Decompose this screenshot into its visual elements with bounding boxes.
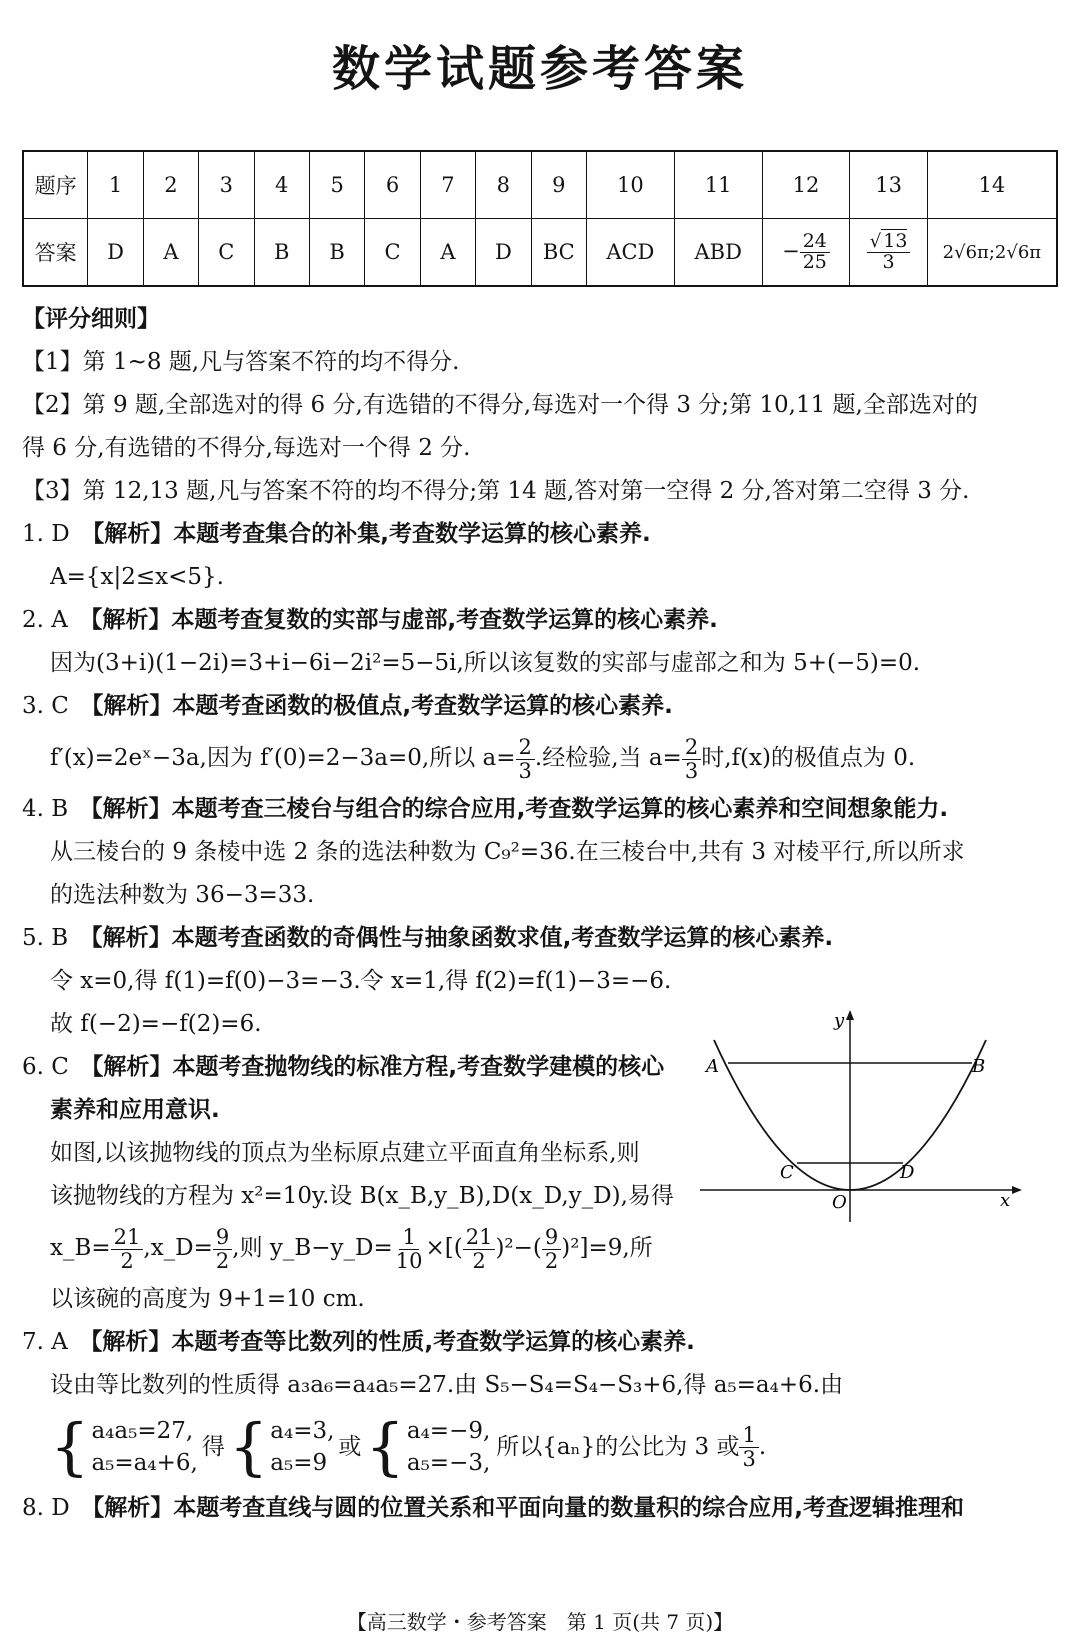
text: )²−( [495,1235,542,1261]
question-number: 3 [199,151,254,219]
q3-heading [22,685,1062,728]
numerator: 21 [111,1226,144,1249]
text: .经检验,当 a= [534,745,682,771]
rule-2-line-1: 【2】第 9 题,全部选对的得 6 分,有选错的不得分,每选对一个得 3 分;第 10,11 题,全部选对的 [22,392,978,418]
numerator: 1 [739,1424,758,1447]
question-number: 6 [365,151,420,219]
question-number: 7 [420,151,475,219]
equation: a₄=−9, [406,1418,491,1444]
q6-line-3: 以该碗的高度为 9+1=10 cm. [50,1286,365,1312]
text: 或 [338,1433,362,1460]
answer-cell: ABD [674,219,762,287]
text: x_B= [50,1235,111,1261]
rules-header: 【评分细则】 [22,306,160,332]
answer-cell: C [199,219,254,287]
row-label-answer: 答案 [23,219,88,287]
question-number: 12 [762,151,850,219]
rule-3: 【3】第 12,13 题,凡与答案不符的均不得分;第 14 题,答对第一空得 2 分,答对第二空得 3 分. [22,478,970,504]
text: ×[( [425,1235,463,1261]
denominator: 10 [395,1248,423,1273]
analysis-tag: 【解析】本题考查复数的实部与虚部,考查数学运算的核心素养. [90,607,718,633]
fraction [682,736,701,781]
fraction [867,229,911,273]
x-axis-arrow-icon [1012,1186,1022,1194]
fraction [542,1226,561,1271]
point-c-label: C [780,1162,794,1183]
brace-icon: { [228,1410,269,1483]
numerator: 1 [399,1226,418,1249]
question-number: 8 [476,151,531,219]
radicand: 13 [883,229,908,252]
text: f′(x)=2eˣ−3a,因为 f′(0)=2−3a=0,所以 a= [50,745,516,771]
brace-icon: { [365,1410,405,1483]
equation-system [228,1410,335,1483]
answer-cell: B [309,219,364,287]
text: ,则 y_B−y_D= [232,1235,393,1261]
q7-line-1: 设由等比数列的性质得 a₃a₆=a₄a₅=27.由 S₅−S₄=S₄−S₃+6,得 a₅=a₄+6.由 [50,1372,844,1398]
parabola-figure [700,1000,1030,1235]
text: 所以{aₙ}的公比为 3 或 [496,1433,740,1460]
equation-system [50,1410,198,1483]
numerator: 2 [516,736,535,759]
q6-heading-cont: 素养和应用意识. [50,1097,220,1123]
content [22,298,1062,1530]
answer-table [22,150,1058,287]
text: ,x_D= [143,1235,213,1261]
q7-heading [22,1321,1062,1364]
fraction [800,229,830,273]
answer-cell: A [143,219,198,287]
numerator: 21 [463,1226,496,1249]
answer-label: 4. B [22,796,69,822]
table-row-numbers [23,151,1057,219]
q8-heading [22,1487,1062,1530]
question-number: 5 [309,151,364,219]
q6-line-1: 如图,以该抛物线的顶点为坐标原点建立平面直角坐标系,则 [50,1140,640,1166]
denominator: 2 [472,1248,486,1273]
numerator: 2 [682,736,701,759]
q2-heading [22,599,1062,642]
row-label-number: 题序 [23,151,88,219]
point-b-label: B [972,1056,986,1077]
denominator: 3 [742,1446,756,1471]
answer-cell: B [254,219,309,287]
analysis-tag: 【解析】本题考查直线与圆的位置关系和平面向量的数量积的综合应用,考查逻辑推理和 [92,1495,964,1521]
answer-label: 3. C [22,693,69,719]
answer-cell: A [420,219,475,287]
answer-label: 6. C [22,1054,69,1080]
equation: a₄=3, [270,1418,335,1444]
question-number: 14 [927,151,1057,219]
q6-line-2: 该抛物线的方程为 x²=10y.设 B(x_B,y_B),D(x_D,y_D),易得 [50,1183,674,1209]
fraction [463,1226,496,1271]
equation: a₅=9 [270,1450,328,1476]
analysis-tag: 【解析】本题考查集合的补集,考查数学运算的核心素养. [92,521,651,547]
analysis-tag: 【解析】本题考查等比数列的性质,考查数学运算的核心素养. [90,1329,695,1355]
question-number: 4 [254,151,309,219]
fraction [739,1424,758,1469]
numerator: 9 [542,1226,561,1249]
rule-2-line-2: 得 6 分,有选错的不得分,每选对一个得 2 分. [22,435,471,461]
q5-line-2: 故 f(−2)=−f(2)=6. [50,1011,262,1037]
q4-line-2: 的选法种数为 36−3=33. [50,882,315,908]
numerator: 24 [800,232,830,253]
text: . [758,1433,767,1460]
q5-heading [22,917,1062,960]
answer-cell: ACD [586,219,674,287]
analysis-tag: 【解析】本题考查抛物线的标准方程,考查数学建模的核心 [91,1054,665,1080]
denominator: 25 [802,250,827,273]
question-number: 2 [143,151,198,219]
denominator: 2 [120,1248,134,1273]
denominator: 3 [882,250,895,273]
answer-label: 5. B [22,925,69,951]
page-title: 数学试题参考答案 [331,41,748,97]
point-a-label: A [706,1056,719,1077]
answer-label: 1. D [22,521,70,547]
y-label: y [834,1010,845,1031]
q1-line: A={x|2≤x<5}. [50,564,224,590]
q4-heading [22,788,1062,831]
sqrt-icon: √ [869,230,882,252]
denominator: 2 [544,1248,559,1273]
denominator: 3 [518,758,532,783]
brace-icon: { [50,1410,90,1483]
rule-1: 【1】第 1~8 题,凡与答案不符的均不得分. [22,349,460,375]
question-number: 13 [850,151,927,219]
answer-cell: D [88,219,143,287]
page-footer: 【高三数学・参考答案 第 1 页(共 7 页)】 [346,1610,734,1634]
answer-label: 7. A [22,1329,68,1355]
answer-label: 2. A [22,607,68,633]
equation: a₅=a₄+6, [91,1450,198,1476]
analysis-tag: 【解析】本题考查三棱台与组合的综合应用,考查数学运算的核心素养和空间想象能力. [91,796,949,822]
question-number: 10 [586,151,674,219]
equation-system [365,1410,491,1483]
answer-cell-13 [850,219,927,287]
q7-systems [22,1407,1062,1487]
question-number: 9 [531,151,586,219]
text: )²]=9,所 [561,1235,653,1261]
answer-label: 8. D [22,1495,70,1521]
equation: a₄a₅=27, [91,1418,194,1444]
fraction [111,1226,144,1271]
q2-line: 因为(3+i)(1−2i)=3+i−6i−2i²=5−5i,所以该复数的实部与虚部之和为 5+(−5)=0. [50,650,921,676]
fraction [516,736,535,781]
analysis-tag: 【解析】本题考查函数的极值点,考查数学运算的核心素养. [91,693,673,719]
answer-cell: C [365,219,420,287]
text: 时,f(x)的极值点为 0. [701,745,916,771]
question-number: 11 [674,151,762,219]
origin-label: O [832,1192,847,1213]
denominator: 2 [215,1248,230,1273]
x-label: x [1000,1190,1011,1211]
table-row-answers [23,219,1057,287]
q5-line-1: 令 x=0,得 f(1)=f(0)−3=−3.令 x=1,得 f(2)=f(1)−3=−6. [50,968,672,994]
fraction [213,1226,232,1271]
analysis-tag: 【解析】本题考查函数的奇偶性与抽象函数求值,考查数学运算的核心素养. [91,925,834,951]
numerator: 9 [213,1226,232,1249]
answer-cell: D [476,219,531,287]
question-number: 1 [88,151,143,219]
q4-line-1: 从三棱台的 9 条棱中选 2 条的选法种数为 C₉²=36.在三棱台中,共有 3 对棱平行,所以所求 [50,839,965,865]
numerator [867,229,911,253]
fraction [393,1226,426,1271]
y-axis-arrow-icon [846,1010,854,1020]
answer-cell: BC [531,219,586,287]
minus-sign: − [782,238,800,263]
q1-heading [22,513,1062,556]
equation: a₅=−3, [406,1450,491,1476]
answer-cell-12 [762,219,850,287]
point-d-label: D [900,1162,915,1183]
q3-line [22,728,1062,788]
denominator: 3 [684,758,699,783]
text: 得 [201,1433,225,1460]
answer-cell-14: 2√6π;2√6π [927,219,1057,287]
